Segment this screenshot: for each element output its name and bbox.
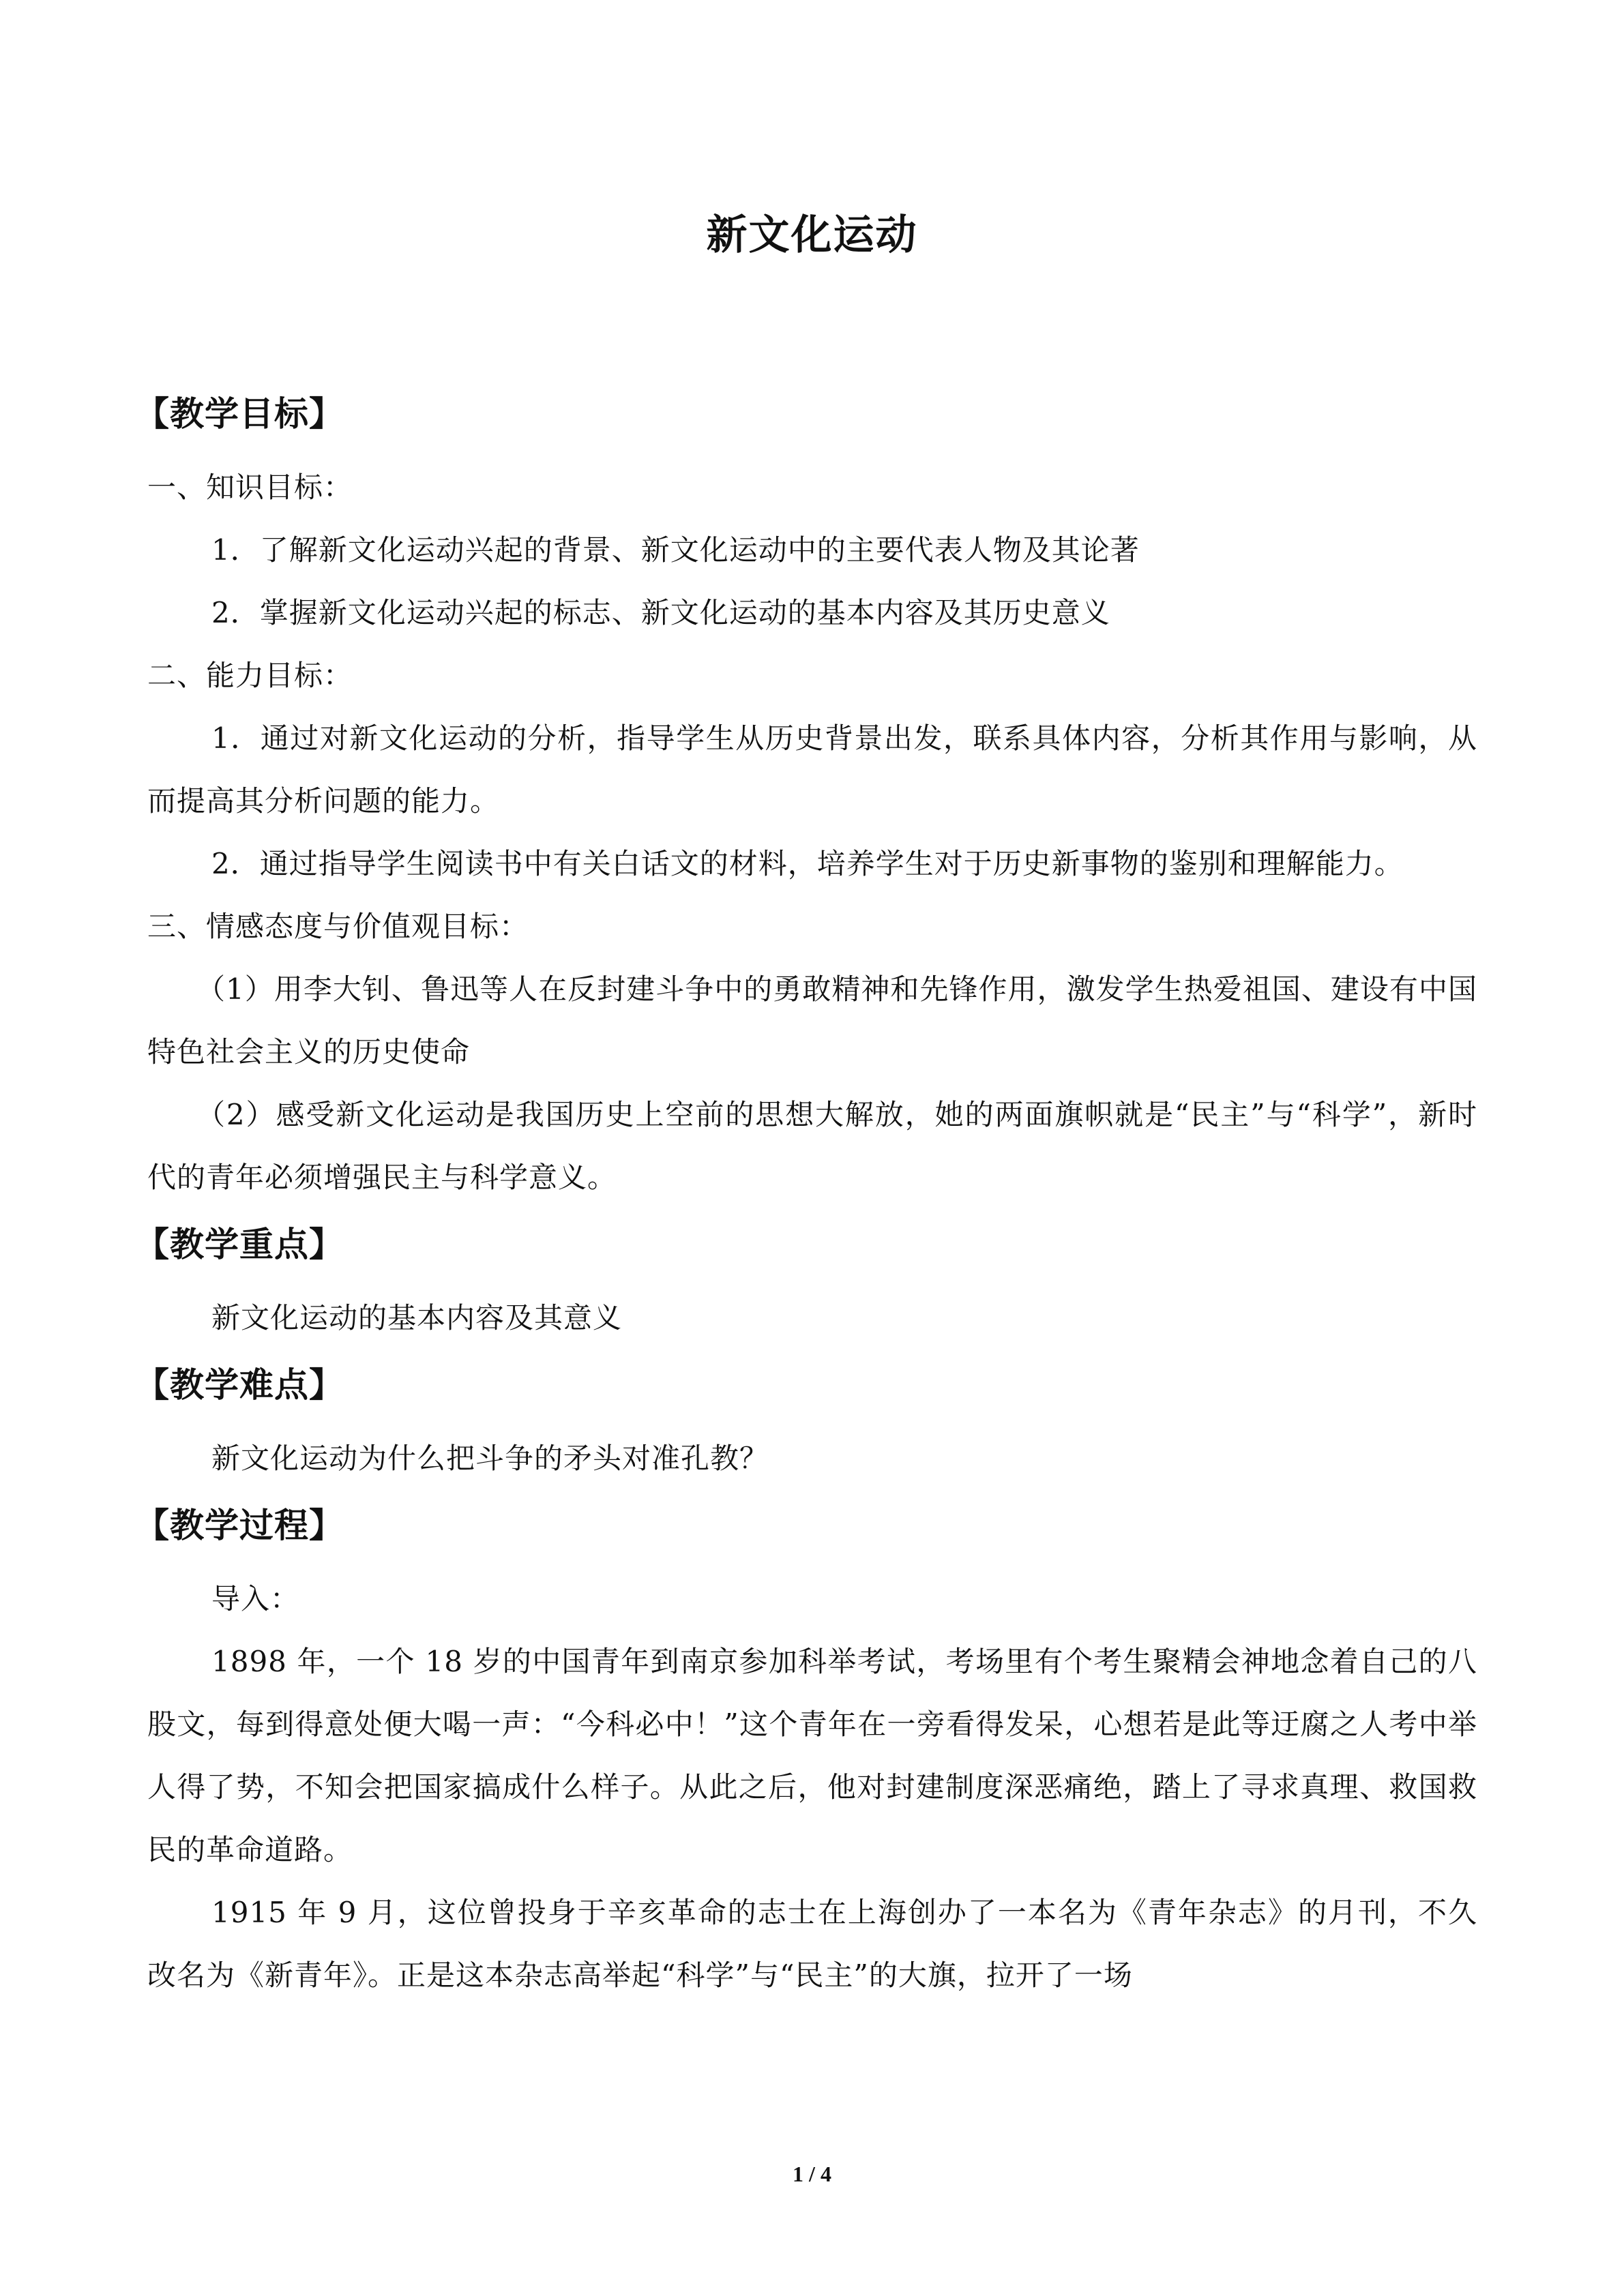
list-item: （2）感受新文化运动是我国历史上空前的思想大解放，她的两面旗帜就是“民主”与“科学”，新时代的青年必须增强民主与科学意义。 — [147, 1098, 1477, 1194]
section-heading-key-points: 【教学重点】 — [135, 1225, 344, 1264]
paragraph: 新文化运动的基本内容及其意义 — [211, 1301, 623, 1335]
subheading-ability: 二、能力目标： — [147, 659, 353, 692]
document-title: 新文化运动 — [706, 211, 918, 259]
list-item: 1．了解新文化运动兴起的背景、新文化运动中的主要代表人物及其论著 — [211, 533, 1140, 567]
subheading-emotion: 三、情感态度与价值观目标： — [147, 910, 529, 943]
document-body — [135, 378, 1477, 2007]
section-heading-objectives: 【教学目标】 — [135, 394, 344, 434]
section-heading-difficulties: 【教学难点】 — [135, 1365, 344, 1405]
list-item: 2．掌握新文化运动兴起的标志、新文化运动的基本内容及其历史意义 — [211, 596, 1110, 629]
list-item: 2．通过指导学生阅读书中有关白话文的材料，培养学生对于历史新事物的鉴别和理解能力。 — [211, 847, 1404, 880]
paragraph: 导入： — [211, 1582, 300, 1615]
paragraph: 1898 年，一个 18 岁的中国青年到南京参加科举考试，考场里有个考生聚精会神地念着自己的八股文，每到得意处便大喝一声：“今科必中！”这个青年在一旁看得发呆，心想若是此等迂腐之人考中举人得了势，不知会把国家搞成什么样子。从此之后，他对封建制度深恶痛绝，踏上了寻求真理、救国救民的革命道路。 — [147, 1645, 1477, 1866]
section-heading-process: 【教学过程】 — [135, 1506, 344, 1545]
list-item: 1．通过对新文化运动的分析，指导学生从历史背景出发，联系具体内容，分析其作用与影响，从而提高其分析问题的能力。 — [147, 721, 1477, 818]
subheading-knowledge: 一、知识目标： — [147, 471, 353, 504]
list-item: （1）用李大钊、鲁迅等人在反封建斗争中的勇敢精神和先锋作用，激发学生热爱祖国、建设有中国特色社会主义的历史使命 — [147, 972, 1477, 1069]
paragraph: 新文化运动为什么把斗争的矛头对准孔教？ — [211, 1442, 769, 1475]
paragraph: 1915 年 9 月，这位曾投身于辛亥革命的志士在上海创办了一本名为《青年杂志》的月刊，不久改名为《新青年》。正是这本杂志高举起“科学”与“民主”的大旗，拉开了一场 — [147, 1896, 1477, 1992]
page-number: 1 / 4 — [793, 2162, 831, 2186]
